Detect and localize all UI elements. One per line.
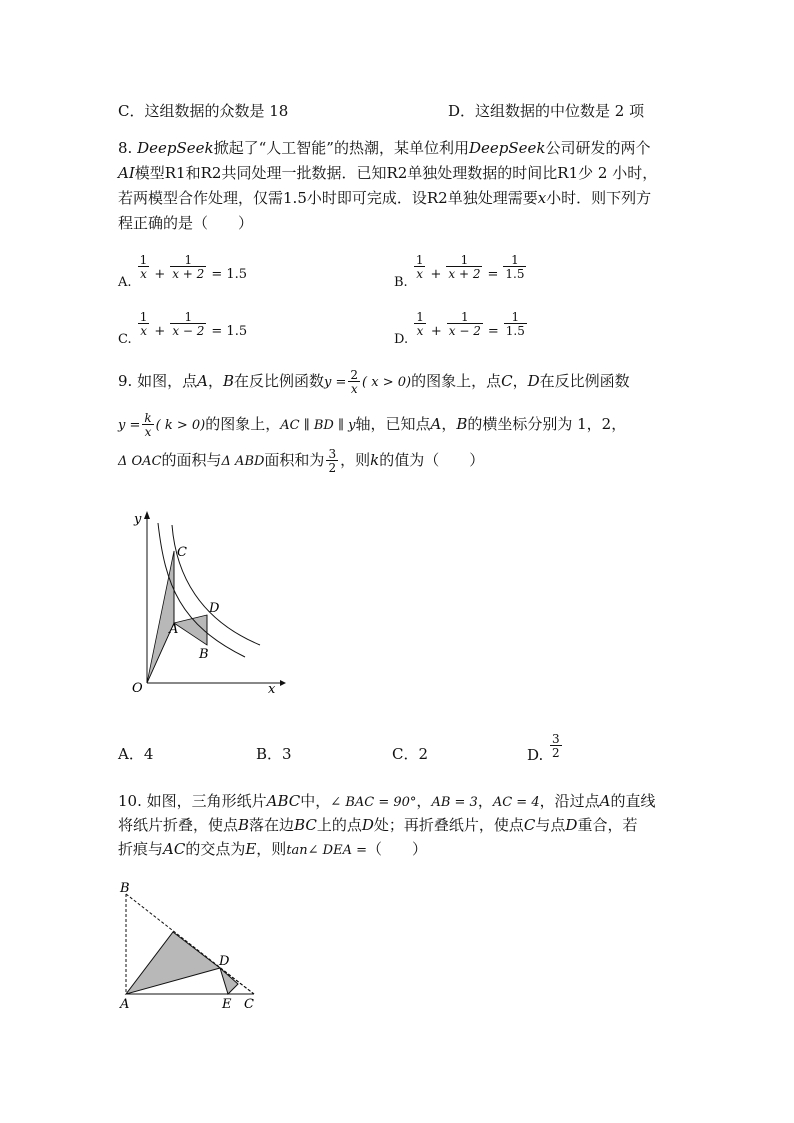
q7-option-d: D．这组数据的中位数是 2 项 — [448, 102, 645, 120]
fraction: $\frac{1}{x - 2}$ — [448, 310, 481, 338]
q8-text: 公司研发的两个 — [545, 139, 651, 157]
q8-text: 小时．则下列方 — [546, 189, 652, 207]
label-e: E — [222, 997, 232, 1012]
q9-option-b: B．3 — [256, 745, 292, 763]
q9-option-a: A．4 — [118, 745, 154, 763]
label-a: A — [169, 622, 179, 637]
q8-text: 模型R1和R2共同处理一批数据．已知R2单独处理数据的时间比R1少 2 小时， — [134, 164, 658, 182]
x-axis-arrow — [280, 680, 286, 686]
q9-option-c: C．2 — [392, 745, 429, 763]
fraction: $\frac{1}{x}$ — [415, 253, 424, 281]
fraction: $\frac{1}{x - 2}$ — [172, 310, 205, 338]
brand-deepseek: DeepSeek — [468, 139, 546, 157]
fraction: $\frac{1}{x + 2}$ — [448, 253, 481, 281]
label-y: y — [134, 512, 142, 527]
label-o: O — [132, 681, 143, 696]
folded-triangle-dec — [220, 968, 238, 994]
label-a: A — [120, 997, 130, 1012]
fraction: $\frac{1}{1.5}$ — [505, 253, 525, 281]
q8-option-b: B. $\frac{1}{x}$ + $\frac{1}{x + 2}$ = $\frac{1}{1.5}$ — [394, 253, 525, 290]
label-b: B — [199, 647, 209, 662]
q9-option-d: D. $\frac{3}{2}$ — [527, 732, 560, 764]
fraction: $\frac{2}{x}$ — [350, 368, 359, 396]
q8-option-a: A. $\frac{1}{x}$ + $\frac{1}{x + 2}$ = 1.5 — [118, 253, 248, 290]
q8-var-x: x — [537, 189, 547, 207]
label-c: C — [177, 545, 187, 560]
q9-figure — [110, 505, 290, 700]
q10-figure — [110, 880, 270, 1015]
q8-line1 — [118, 137, 650, 158]
fraction: $\frac{3}{2}$ — [552, 732, 560, 760]
fraction: $\frac{1}{x + 2}$ — [172, 253, 205, 281]
triangle-abd — [174, 615, 207, 645]
q8-line3 — [118, 187, 651, 208]
q8-option-c: C. $\frac{1}{x}$ + $\frac{1}{x - 2}$ = 1.5 — [118, 310, 248, 347]
y-axis-arrow — [144, 511, 150, 519]
q8-line4: 程正确的是（ ） — [118, 214, 254, 232]
fraction: $\frac{1}{1.5}$ — [505, 310, 525, 338]
brand-deepseek: DeepSeek — [137, 139, 214, 157]
q10-line3: 折痕与AC的交点为E，则tan∠ DEA =（ ） — [118, 840, 428, 858]
label-c: C — [244, 997, 254, 1012]
q8-option-d: D. $\frac{1}{x}$ + $\frac{1}{x - 2}$ = $\frac{1}{1.5}$ — [394, 310, 525, 347]
q8-text: 掀起了“人工智能”的热潮，某单位利用 — [213, 139, 469, 157]
q8-line2 — [118, 162, 657, 183]
label-d: D — [219, 954, 230, 969]
label-x: x — [268, 682, 276, 697]
fraction: $\frac{3}{2}$ — [328, 447, 337, 475]
label-b: B — [120, 881, 130, 896]
label-d: D — [209, 601, 220, 616]
q8-ai: AI — [118, 164, 135, 182]
triangle-oac — [147, 551, 174, 683]
fraction: $\frac{1}{x}$ — [139, 253, 148, 281]
q9-line3: Δ OAC的面积与Δ ABD面积和为 $\frac{3}{2}$ ，则k的值为（ ） — [118, 447, 485, 475]
q10-line1: 10. 如图，三角形纸片ABC中，∠ BAC = 90°，AB = 3，AC = 4，沿过点A的直线 — [118, 792, 656, 810]
q9-line1: 9. 如图，点A，B在反比例函数y = $\frac{2}{x}$ ( x > 0)的图象上，点C，D在反比例函数 — [118, 368, 630, 396]
folded-triangle-abd — [126, 932, 220, 994]
fraction: $\frac{k}{x}$ — [144, 411, 152, 439]
fraction: $\frac{1}{x}$ — [416, 310, 424, 338]
q7-option-c: C．这组数据的众数是 18 — [118, 102, 289, 120]
q9-line2: y = $\frac{k}{x}$ ( k > 0)的图象上，AC ∥ BD ∥ y轴，已知点A，B的横坐标分别为 1，2， — [118, 411, 627, 439]
q8-text: 若两模型合作处理，仅需1.5小时即可完成．设R2单独处理需要 — [118, 189, 538, 207]
fraction: $\frac{1}{x}$ — [139, 310, 148, 338]
q10-line2: 将纸片折叠，使点B落在边BC上的点D处；再折叠纸片，使点C与点D重合，若 — [118, 816, 638, 834]
q8-number: 8. — [118, 139, 133, 157]
